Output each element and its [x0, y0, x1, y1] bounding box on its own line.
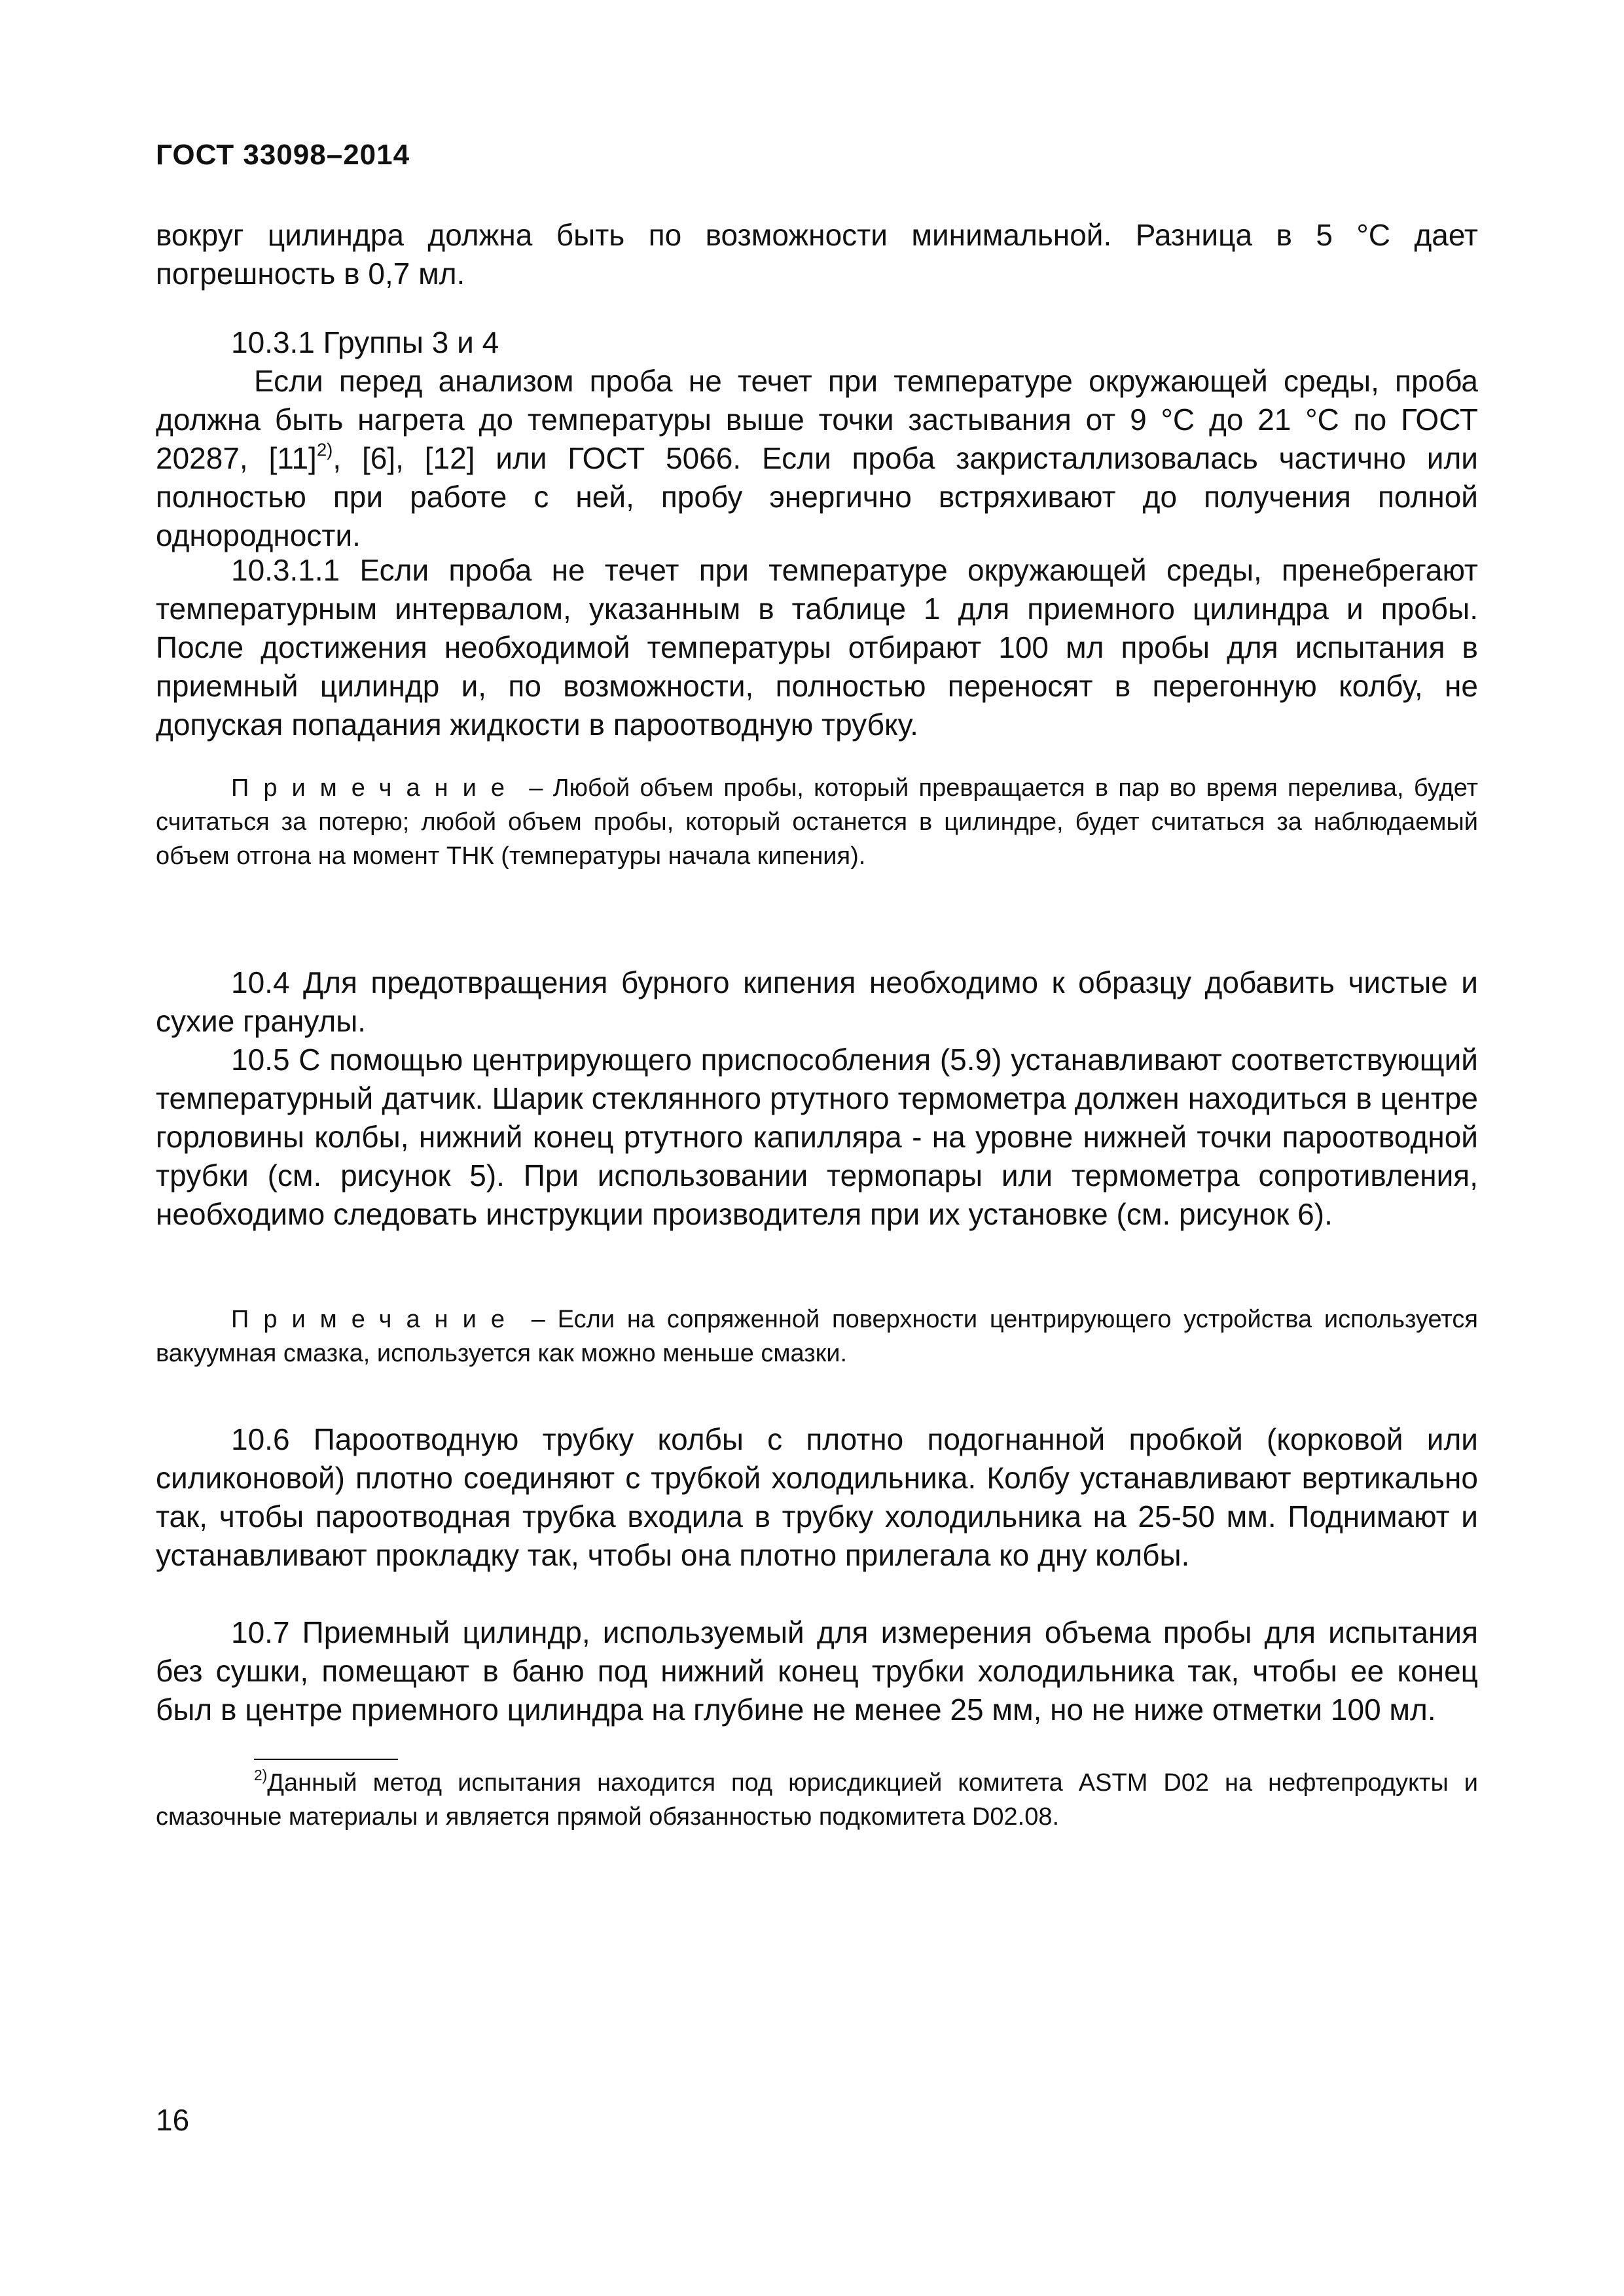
paragraph-text: вокруг цилиндра должна быть по возможности минимальной. Разница в 5 °С дает погрешность в 0,7 мл.	[156, 218, 1478, 291]
paragraph-text: 10.5 С помощью центрирующего приспособления (5.9) устанавливают соответствующий температурный датчик. Шарик стеклянного ртутного термометра должен находиться в центре горловины колбы, нижний конец ртутного капилляра - на уровне нижней точки пароотводной трубки (см. рисунок 5). При использовании термопары или термометра сопротивления, необходимо следовать инструкции производителя при их установке (см. рисунок 6).	[156, 1043, 1478, 1231]
note-label: Примечание	[231, 1306, 519, 1333]
page-number: 16	[156, 2103, 190, 2137]
paragraph-text: 10.4 Для предотвращения бурного кипения необходимо к образцу добавить чистые и сухие гранулы.	[156, 965, 1478, 1038]
footnote-divider	[254, 1759, 398, 1760]
paragraph-text	[156, 362, 1478, 555]
section-heading-text: 10.3.1 Группы 3 и 4	[231, 325, 499, 359]
paragraph-10-4	[156, 963, 1478, 1041]
note-1	[156, 771, 1478, 873]
footnote	[156, 1766, 1478, 1834]
paragraph-10-5	[156, 1041, 1478, 1234]
note-2	[156, 1302, 1478, 1371]
paragraph-text-part: Если перед анализом проба не течет при температуре окружающей среды, проба должна быть нагрета до температуры выше точки застывания от 9 °С до 21 °С по ГОСТ 20287, [11]	[156, 364, 1478, 475]
paragraph-text-part: , [6], [12] или ГОСТ 5066. Если проба закристаллизовалась частично или полностью при работе с ней, пробу энергично встряхивают до получения полной однородности.	[156, 441, 1478, 552]
footnote-mark: 2)	[254, 1767, 268, 1784]
note-body: – Любой объем пробы, который превращается в пар во время перелива, будет считаться за потерю; любой объем пробы, который останется в цилиндре, будет считаться за наблюдаемый объем отгона на момент ТНК (температуры начала кипения).	[156, 774, 1478, 870]
footnote-text	[156, 1766, 1478, 1834]
paragraph-continuation	[156, 216, 1478, 293]
paragraph-10-3-1	[156, 362, 1478, 555]
footnote-reference: 2)	[316, 439, 333, 460]
note-text	[156, 771, 1478, 873]
paragraph-text: 10.7 Приемный цилиндр, используемый для измерения объема пробы для испытания без сушки, помещают в баню под нижний конец трубки холодильника так, чтобы ее конец был в центре приемного цилиндра на глубине не менее 25 мм, но не ниже отметки 100 мл.	[156, 1615, 1478, 1727]
section-10-3-1-heading	[156, 323, 1478, 362]
document-header: ГОСТ 33098–2014	[156, 139, 410, 171]
paragraph-10-3-1-1	[156, 551, 1478, 744]
note-label: Примечание	[231, 774, 519, 802]
note-body: – Если на сопряженной поверхности центрирующего устройства используется вакуумная смазка, используется как можно меньше смазки.	[156, 1306, 1478, 1367]
paragraph-text: 10.6 Пароотводную трубку колбы с плотно подогнанной пробкой (корковой или силиконовой) плотно соединяют с трубкой холодильника. Колбу устанавливают вертикально так, чтобы пароотводная трубка входила в трубку холодильника на 25-50 мм. Поднимают и устанавливают прокладку так, чтобы она плотно прилегала ко дну колбы.	[156, 1422, 1478, 1572]
paragraph-10-7	[156, 1613, 1478, 1729]
note-text	[156, 1302, 1478, 1371]
paragraph-10-6	[156, 1420, 1478, 1575]
footnote-body: Данный метод испытания находится под юрисдикцией комитета ASTM D02 на нефтепродукты и смазочные материалы и является прямой обязанностью подкомитета D02.08.	[156, 1769, 1478, 1831]
paragraph-text: 10.3.1.1 Если проба не течет при температуре окружающей среды, пренебрегают температурным интервалом, указанным в таблице 1 для приемного цилиндра и пробы. После достижения необходимой температуры отбирают 100 мл пробы для испытания в приемный цилиндр и, по возможности, полностью переносят в перегонную колбу, не допуская попадания жидкости в пароотводную трубку.	[156, 553, 1478, 742]
